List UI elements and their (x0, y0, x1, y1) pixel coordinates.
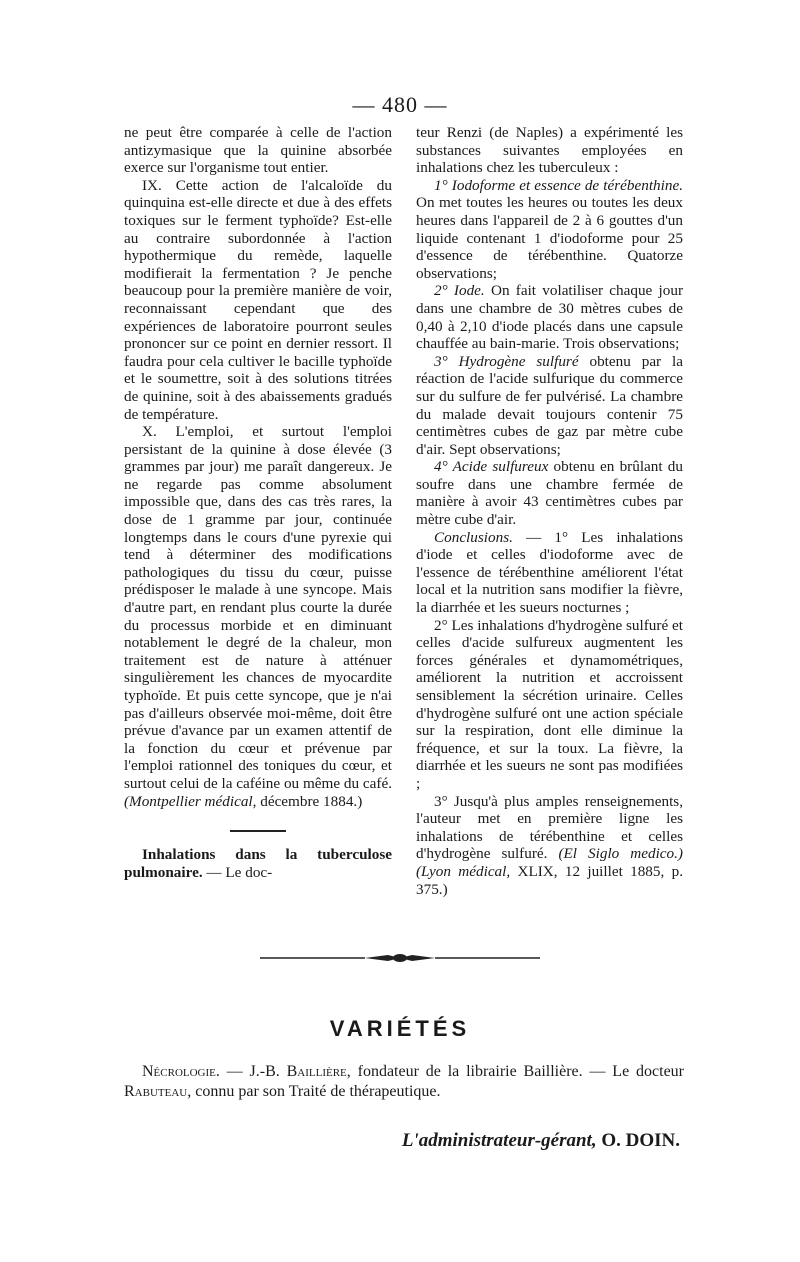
paragraph: 2° Les inhalations d'hydrogène sulfuré et celles d'acide sulfureux augmentent les forces générales et dynamométriques, améliorent la nutrition et accroissent sensiblement la sécrétion urinaire. Celles d'hydrogène sulfuré ont une action spéciale sur la respiration, dont elle diminue la fréquence, et sur la toux. La fièvre, la diarrhée et les sueurs ne sont pas modifiées ; (416, 616, 683, 792)
section-divider (230, 830, 286, 832)
conclusions (416, 529, 683, 617)
signature-name: O. DOIN. (596, 1130, 680, 1151)
list-item (416, 282, 683, 352)
item-text: On met toutes les heures ou toutes les deux heures dans l'appareil de 2 à 6 gouttes d'un liquide contenant 1 d'iodoforme pour 25 d'essence de térébenthine. Quatorze observations; (416, 194, 683, 282)
necrology-paragraph (124, 1062, 684, 1102)
page-number: — 480 — (352, 92, 448, 117)
signature-role: L'administrateur-gérant, (401, 1130, 597, 1151)
section-paragraph (124, 846, 392, 881)
ornamental-rule (260, 953, 540, 963)
section-text: — Le doc- (202, 863, 273, 881)
person-name: Rabuteau (124, 1083, 188, 1100)
item-label: 2° Iode. (434, 282, 485, 300)
paragraph (124, 423, 392, 810)
item-label: 1° Iodoforme et essence de térébenthine. (434, 176, 683, 194)
item-text: obtenu par la réaction de l'acide sulfurique du commerce sur du sulfure de fer pulvérisé. La chambre du malade devait toujours contenir 75 centimètres cubes de gaz par mètre cube d'air. Sept observations; (416, 352, 683, 458)
conclusions-label: Conclusions. (434, 528, 513, 546)
list-item (416, 177, 683, 283)
right-column (416, 124, 683, 898)
section-title: VARIÉTÉS (329, 1016, 471, 1041)
paragraph-text: X. L'emploi, et surtout l'emploi persistant de la quinine à dose élevée (3 grammes par jour) me paraît dangereux. Je ne regarde pas comme absolument impossible que, dans des cas très rares, la dose de 1 gramme par jour, continuée longtemps dans le cours d'une pyrexie qui tend à déterminer des modifications pathologiques du tissu du cœur, puisse prédisposer le malade à une syncope. Mais d'autre part, en rendant plus courte la durée du processus morbide et en diminuant notablement le degré de la chaleur, mon traitement est de nature à atténuer singulièrement les chances de myocardite typhoïde. Et puis cette syncope, que je n'ai pas d'ailleurs observée moi-même, doit être prévue d'avance par un examen attentif de la fonction du cœur et prévenue par l'emploi rationnel des toniques du cœur, et surtout celui de la caféine ou même du café. (124, 423, 392, 792)
list-item (416, 458, 683, 528)
necrology-text: — J.-B. (219, 1063, 287, 1080)
paragraph: IX. Cette action de l'alcaloïde du quinquina est-elle directe et due à des effets toxiques sur le ferment typhoïde? Est-elle au contraire subordonnée à l'action hypothermique du remède, laquelle modifierait la fermentation ? Je penche beaucoup pour la première manière de voir, reconnaissant cependant que des expériences de laboratoire pourront seules prononcer sur ce point en dernier ressort. Il faudra pour cela cultiver le bacille typhoïde et le soumettre, soit à des solutions titrées de quinine, soit à des abaissements gradués de température. (124, 176, 392, 423)
paragraph: ne peut être comparée à celle de l'action antizymasique que la quinine absorbée exerce sur l'organisme tout entier. (124, 124, 392, 177)
paragraph: teur Renzi (de Naples) a expérimenté les substances suivantes employées en inhalations chez les tuberculeux : (416, 124, 683, 177)
source-date: , décembre 1884.) (252, 792, 363, 810)
paragraph-text: 3° Jusqu'à plus amples renseignements, l'auteur met en première ligne les inhalations de térébenthine et celles d'hydrogène sulfuré. (416, 792, 683, 863)
person-name: Baillière (286, 1063, 347, 1080)
necrology-text: , connu par son Traité de thérapeutique. (187, 1083, 441, 1100)
necrology-notice (124, 1062, 684, 1102)
paragraph (416, 793, 683, 899)
section-heading: Inhalations dans la tuberculose pulmonaire. (124, 846, 392, 881)
item-label: 4° Acide sulfureux (434, 458, 549, 476)
left-column (124, 124, 392, 881)
item-text: On fait volatiliser chaque jour dans une chambre de 30 mètres cubes de 0,40 à 2,10 d'iode placés dans une capsule chauffée au bain-marie. Trois observations; (416, 282, 683, 353)
conclusions-text: — 1° Les inhalations d'iode et celles d'iodoforme avec de l'essence de térébenthine améliorent l'état local et la nutrition sans modifier la fièvre, la diarrhée et les sueurs nocturnes ; (416, 528, 683, 617)
signature (124, 1130, 680, 1152)
necrology-label: Nécrologie. (142, 1063, 220, 1080)
item-text: obtenu en brûlant du soufre dans une chambre fermée de manière à avoir 43 centimètres cubes par mètre cube d'air. (416, 458, 683, 529)
necrology-text: , fondateur de la librairie Baillière. — Le docteur (346, 1063, 684, 1080)
reference: (Lyon médical, (416, 862, 511, 880)
source-citation: (Montpellier médical (124, 792, 253, 810)
reference: (El Siglo medico.) (547, 845, 683, 863)
reference-detail: XLIX, 12 juillet 1885, p. 375.) (416, 862, 683, 898)
item-label: 3° Hydrogène sulfuré (434, 352, 579, 370)
list-item (416, 353, 683, 459)
